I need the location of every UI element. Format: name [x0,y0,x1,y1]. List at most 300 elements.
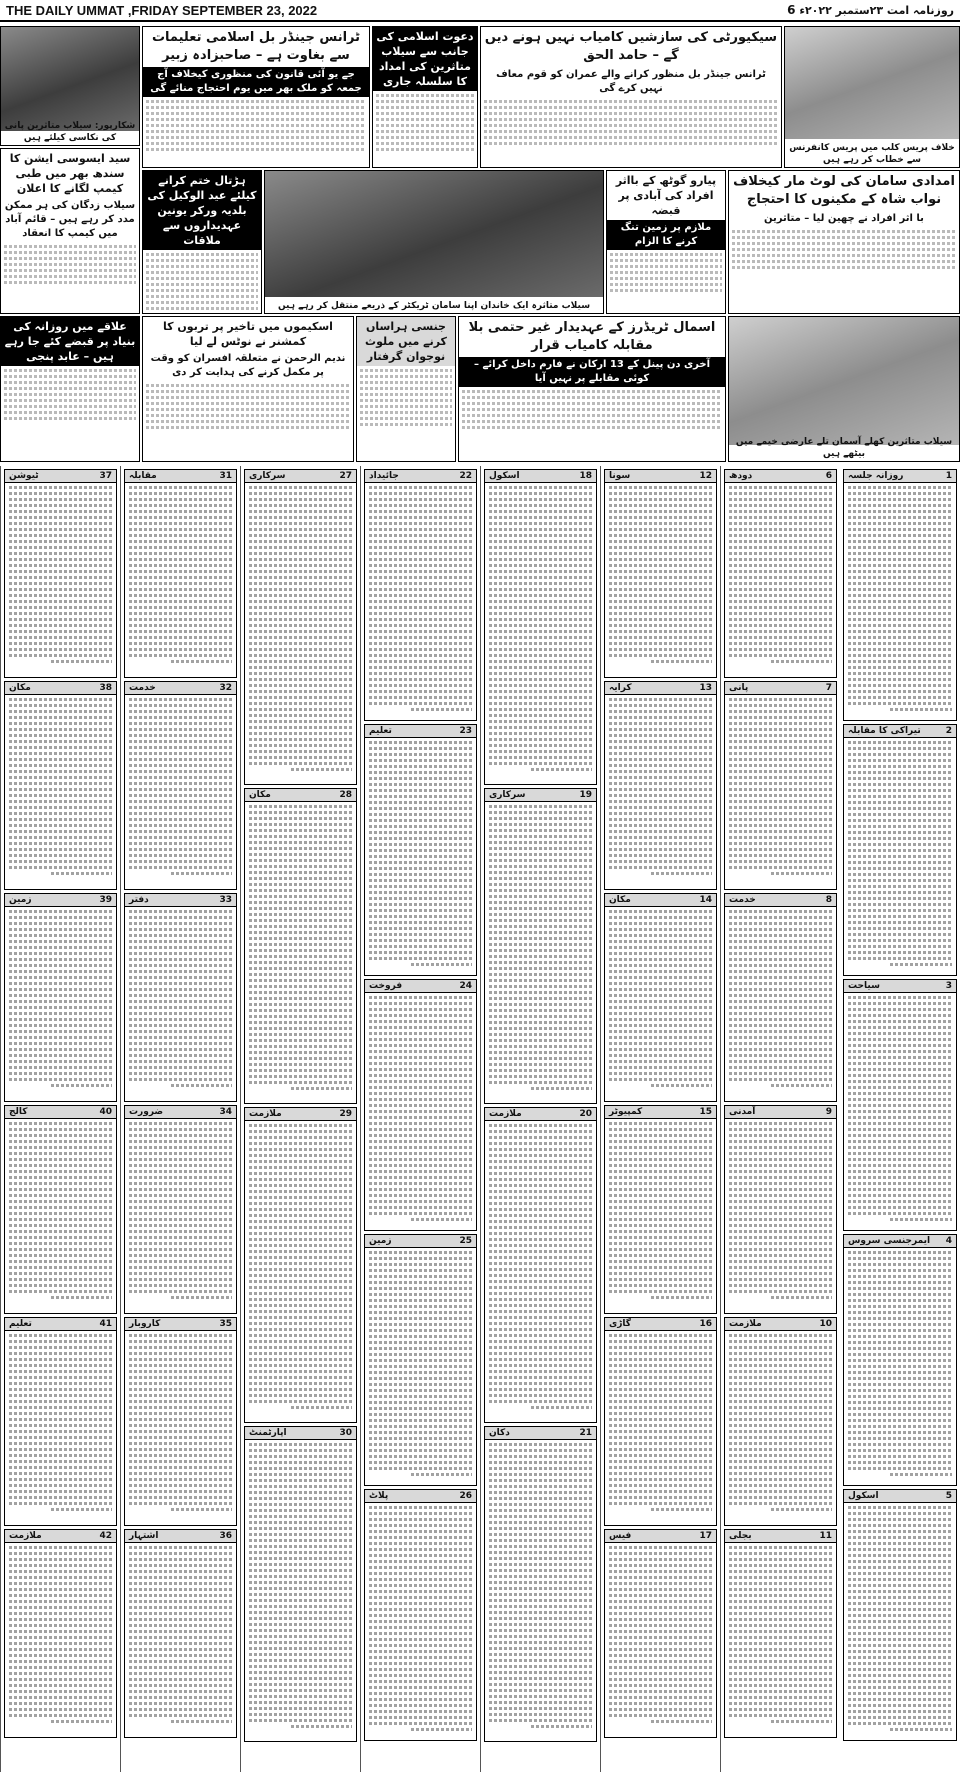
classified-ad-text-line [609,1588,712,1591]
classified-ad-text-line [848,825,952,828]
classified-ad-text-line [489,889,592,892]
classified-ad-text-line [489,1015,592,1018]
classified-ad-header [125,1106,236,1119]
classified-ad-text-line [171,1508,232,1511]
classified-ad [364,1489,477,1741]
classified-ad-text-line [369,594,472,597]
story-subhead: آخری دن پینل کے 13 ارکان نے فارم داخل کرائے – کوئی مقابلے پر نہیں آیا [459,357,725,387]
classified-ad-text-line [249,1148,352,1151]
classified-ad-text-line [129,922,232,925]
classified-ad-text-line [291,768,352,771]
classified-ad-text-line [249,1503,352,1506]
classified-ad-text-line [609,910,712,913]
classified-ad-text-line [609,648,712,651]
classified-ad-label: اسکول [848,1491,879,1501]
classified-ad-text-line [249,546,352,549]
classified-ad-text-line [129,800,232,803]
classified-ad-text-line [129,1152,232,1155]
story-subhead: سیلاب زدگان کی ہر ممکن مدد کر رہے ہیں – قائم آباد میں کیمپ کا انعقاد [4,200,136,239]
classified-ad-text-line [9,1376,112,1379]
classified-ad-text-line [249,642,352,645]
classified-ad-text-line [489,1021,592,1024]
classified-ad-text-line [609,612,712,615]
classified-ad-text-line [249,1202,352,1205]
classified-ad-label: گاڑی [609,1319,632,1329]
classified-ad-text-line [489,762,592,765]
classified-ad-text-line [489,624,592,627]
classified-ad-text-line [609,1576,712,1579]
classified-ad-text-line [249,660,352,663]
classified-ad-text-line [489,744,592,747]
classified-column [720,466,840,1772]
classified-ad-text-line [609,1212,712,1215]
classified-ad-text-line [369,1662,472,1665]
classified-ad-text-line [9,764,112,767]
classified-ad-text-line [369,1056,472,1059]
classified-ad-text-line [848,648,952,651]
classified-ad-label: سونا [609,471,631,481]
classified-ad-text-line [249,1707,352,1710]
classified-ad-text-line [729,1000,832,1003]
classified-ad-text-line [489,1322,592,1325]
classified-ad-text-line [249,1328,352,1331]
classified-ad-text-line [609,1666,712,1669]
classified-ad-text-line [249,1045,352,1048]
classified-ad [843,1234,957,1486]
classified-ad-text-line [249,1015,352,1018]
classified-ad-text-line [729,1036,832,1039]
classified-ad-text-line [369,1548,472,1551]
classified-ad-text-line [369,1692,472,1695]
classified-ad-text-line [9,1552,112,1555]
classified-ad-text-line [369,1212,472,1215]
classified-ad [124,1529,237,1738]
classified-ad-text-line [609,1382,712,1385]
classified-ad-text-line [249,504,352,507]
classified-ad-text-line [729,1564,832,1567]
classified-ad-text-line [369,1257,472,1260]
classified-ad-text-line [489,750,592,753]
classified-ad-text-line [9,1654,112,1657]
classified-ad-text-line [369,909,472,912]
classified-ad-text-line [9,788,112,791]
classified-ad-text-line [489,865,592,868]
classified-ad-text-line [489,504,592,507]
classified-ad-text-line [129,1290,232,1293]
classified-ad-text-line [369,1602,472,1605]
classified-ad-text-line [369,897,472,900]
classified-ad-text-line [848,1110,952,1113]
classified-ad-text-line [489,1178,592,1181]
classified-ad-text-line [9,1152,112,1155]
classified-ad-text-line [171,1296,232,1299]
classified-ad-text-line [9,1188,112,1191]
classified-ad-text-line [489,1226,592,1229]
classified-ad-text-line [609,1546,712,1549]
classified-ad-text-line [848,1176,952,1179]
classified-ad-text-line [848,801,952,804]
classified-ad-text-line [249,835,352,838]
classified-ad-text-line [489,871,592,874]
classified-ad-text-line [609,1072,712,1075]
classified-ad-text-line [729,800,832,803]
classified-ad-text-line [369,486,472,489]
classified-ad-text-line [249,600,352,603]
classified-ad-text-line [249,1467,352,1470]
classified-ad-text-line [249,558,352,561]
classified-ad-text-line [489,1581,592,1584]
classified-ad-text-line [369,1377,472,1380]
classified-ad-text-line [249,1244,352,1247]
classified-ad-text-line [129,558,232,561]
classified-ad-text-line [249,1340,352,1343]
classified-ad-text-line [249,1587,352,1590]
classified-ad-text-line [249,666,352,669]
classified-ad-text-line [9,1194,112,1197]
classified-ad-text-line [489,1557,592,1560]
classified-ad-text-line [249,931,352,934]
classified-ad-text-line [489,925,592,928]
classified-ad-text-line [249,913,352,916]
classified-ad-text-line [129,492,232,495]
classified-ad-header [5,1106,116,1119]
classified-ad-text-line [9,946,112,949]
classified-ad-text-line [9,1066,112,1069]
classified-ad-text-line [129,1388,232,1391]
classified-ad-text-line [489,594,592,597]
page-number: 6 [787,3,796,17]
classified-ad-text-line [369,747,472,750]
classified-ad-text-line [129,1134,232,1137]
classified-ad-text-line [729,704,832,707]
protest-photo [1,27,140,131]
classified-ad-text-line [129,1454,232,1457]
classified-ad-text-line [369,546,472,549]
classified-ad-text-line [489,979,592,982]
classified-ad-text-line [848,576,952,579]
classified-ad-header [125,894,236,907]
classified-ad-text-line [129,648,232,651]
classified-ad-text-line [369,1335,472,1338]
classified-ad-text-line [489,1202,592,1205]
classified-ad-text-line [848,837,952,840]
classified-ad-text-line [129,1200,232,1203]
classified-ad-text-line [729,734,832,737]
classified-ad-text-line [369,1710,472,1713]
classified-ad-text-line [369,1680,472,1683]
classified-ad-text-line [848,1518,952,1521]
classified-ad-text-line [729,1466,832,1469]
classified-ad-text-line [729,1030,832,1033]
classified-ad-text-line [249,1611,352,1614]
classified-ad-text-line [848,1044,952,1047]
classified-ad-label: زمین [369,1236,392,1246]
classified-ad-text-line [9,570,112,573]
classified-ad-text-line [9,1582,112,1585]
classified-ad-text-line [249,1322,352,1325]
classified-ad-text-line [729,1678,832,1681]
classified-ad-text-line [369,819,472,822]
classified-ad-text-line [369,666,472,669]
classified-ad-text-line [129,606,232,609]
classified-ad-text-line [249,973,352,976]
classified-ad-text-line [369,510,472,513]
classified-ad-text-line [609,716,712,719]
classified-ad-text-line [729,1242,832,1245]
classified-ad-text-line [848,1656,952,1659]
classified-ad-text-line [249,1021,352,1024]
classified-ad-text-line [531,1725,592,1728]
classified-ad [604,1105,717,1314]
classified-ad-text-line [729,1042,832,1045]
classified-ad-text-line [489,1533,592,1536]
classified-ad-text-line [249,624,352,627]
classified-ad-text-line [848,1212,952,1215]
classified-ad-text-line [609,1570,712,1573]
classified-ad-text-line [369,951,472,954]
classified-ad-text-line [129,1696,232,1699]
classified-ad-number: 10 [819,1319,832,1329]
classified-ad-label: کالج [9,1107,28,1117]
classified-ad-text-line [848,1353,952,1356]
classified-ad-label: تیراکی کا مقابلہ [848,726,921,736]
classified-ad-text-line [489,1629,592,1632]
classified-ad-text-line [609,1612,712,1615]
classified-ad [244,1107,357,1423]
classified-ad-text-line [609,1024,712,1027]
classified-ad-text-line [848,1578,952,1581]
classified-ad-text-line [411,963,472,966]
classified-ad-text-line [848,1056,952,1059]
classified-ad-text-line [369,957,472,960]
classified-ad-text-line [489,1400,592,1403]
classified-ad-text-line [848,1104,952,1107]
classified-ad-text-line [848,564,952,567]
classified-ad-text-line [129,1558,232,1561]
classified-ad-text-line [848,660,952,663]
classified-ad-text-line [249,1545,352,1548]
classified-ad-header [725,1530,836,1543]
classified-ad-text-line [489,1196,592,1199]
classified-ad-text-line [489,961,592,964]
story-body [1,245,139,284]
classified-ad-text-line [848,1194,952,1197]
classified-ad-text-line [369,1074,472,1077]
classified-ad-header [725,894,836,907]
classified-ad-text-line [609,1290,712,1293]
classified-ad-text-line [369,564,472,567]
classified-column [120,466,240,1772]
classified-ad-text-line [249,672,352,675]
classified-ad-text-line [848,1206,952,1209]
classified-ad-text-line [129,1430,232,1433]
tent-photo-caption: سیلاب متاثرین کھلے آسمان تلے عارضی خیمے میں بیٹھے ہیں [735,437,953,459]
classified-ad [604,469,717,678]
classified-ad-text-line [9,1370,112,1373]
classified-ad-text-line [249,1298,352,1301]
classified-ad-text-line [369,777,472,780]
classified-ad-text-line [848,1122,952,1125]
classified-ad-text-line [489,492,592,495]
classified-ad-text-line [729,546,832,549]
classified-ad-text-line [609,1412,712,1415]
classified-ad-text-line [489,1461,592,1464]
classified-ad-text-line [848,492,952,495]
classified-ad-text-line [369,1086,472,1089]
classified-ad-text-line [369,759,472,762]
story-headline: امدادی سامان کی لوٹ مار کیخلاف نواب شاہ کے مکینوں کا احتجاج [733,174,955,207]
classified-ad-text-line [848,1542,952,1545]
classified-ad-text-line [848,1395,952,1398]
classified-ad-text-line [9,1382,112,1385]
classified-ad-text-line [729,1194,832,1197]
classified-ad-text-line [249,1376,352,1379]
classified-ad-text-line [489,1569,592,1572]
classified-ad-text-line [609,630,712,633]
classified-ad-text-line [369,606,472,609]
classified-ad-text-line [848,552,952,555]
classified-ad-text-line [249,1533,352,1536]
classified-ad-text-line [729,794,832,797]
classified-ad [244,788,357,1104]
classified-ad-text-line [129,1678,232,1681]
classified-ad-text-line [489,1713,592,1716]
classified-ad-text-line [609,1042,712,1045]
classified-ad-text-line [9,1018,112,1021]
classified-ad-text-line [848,1722,952,1725]
classified-ad-text-line [848,1269,952,1272]
classified-ad-text-line [729,824,832,827]
classified-ad-text-line [489,1509,592,1512]
classified-ad-text-line [489,955,592,958]
classified-ad-text-line [9,698,112,701]
classified-ad-text-line [129,1394,232,1397]
classified-ad-text-line [609,1708,712,1711]
classified-ad-text-line [848,933,952,936]
classified-ad-text-line [249,1521,352,1524]
classified-ad-text-line [489,1057,592,1060]
classified-ad-text-line [489,1473,592,1476]
classified-ad-text-line [848,600,952,603]
classified-ad-text-line [848,885,952,888]
classified-ad-header [245,1108,356,1121]
classified-ad [4,681,117,890]
classified-ad-text-line [249,1286,352,1289]
classified-ad-text-line [369,1644,472,1647]
classified-ad-text-line [531,1406,592,1409]
story-headline: سیکیورٹی کی سازشیں کامیاب نہیں ہونے دیں گے – حامد الحق [484,30,778,63]
classified-ad-text-line [249,979,352,982]
classified-ad-text-line [9,836,112,839]
classified-ad-text-line [848,1164,952,1167]
classified-ad-text-line [489,666,592,669]
classified-ad-text-line [249,925,352,928]
classified-ad-text-line [369,1596,472,1599]
classified-ad-label: سیاحت [848,981,880,991]
classified-ad-text-line [489,847,592,850]
classified-ad-text-line [729,1406,832,1409]
classified-ad-text-line [369,933,472,936]
classified-ad-text-line [729,860,832,863]
classified-ad-text-line [9,588,112,591]
classified-ad-text-line [848,1461,952,1464]
classified-ad-text-line [249,1665,352,1668]
classified-ad-text-line [129,830,232,833]
classified-ad-text-line [129,1466,232,1469]
classified-ad-text-line [411,1728,472,1731]
classified-ad-text-line [129,1600,232,1603]
classified-ad-text-line [489,1653,592,1656]
classified-ad-text-line [129,1054,232,1057]
classified-ad-text-line [9,1636,112,1639]
classified-ad-text-line [489,1449,592,1452]
classified-ad-text-line [609,1370,712,1373]
classified-ad-text-line [129,1000,232,1003]
classified-ad-text-line [249,1509,352,1512]
classified-ad-number: 27 [339,471,352,481]
classified-ad-text-line [489,720,592,723]
classified-ad-text-line [249,1190,352,1193]
story-dawat [372,26,478,168]
classified-ad-text-line [129,836,232,839]
classified-ad-text-line [848,1536,952,1539]
classified-ad-text-line [9,1346,112,1349]
story-subhead: جے یو آئی قانون کی منظوری کیخلاف آج جمعہ کو ملک بھر میں یوم احتجاج منائے گی [143,67,369,97]
classified-ad-text-line [129,1484,232,1487]
classified-ad-text-line [848,1572,952,1575]
classified-ad-text-line [609,1558,712,1561]
classified-ad-label: بجلی [729,1531,752,1541]
classified-ad-text-line [729,1060,832,1063]
classified-ad-text-line [489,636,592,639]
classified-ad-text-line [369,783,472,786]
classified-ad-text-line [249,1539,352,1542]
classified-ad-text-line [369,1182,472,1185]
classified-ad-text-line [129,1412,232,1415]
classified-ad-text-line [609,842,712,845]
classified-ad-text-line [848,1347,952,1350]
classified-ad-text-line [489,498,592,501]
classified-ad-text-line [489,1617,592,1620]
classified-ad-text-line [249,1557,352,1560]
classified-ad [4,469,117,678]
classified-ad-text-line [9,1696,112,1699]
classified-ad-text-line [489,1587,592,1590]
classified-ad [843,979,957,1231]
classified-ad-text-line [9,1260,112,1263]
classified-ad-text-line [9,1576,112,1579]
classified-ad-text-line [369,1317,472,1320]
classified-ad-text-line [729,952,832,955]
classified-ad-text-line [729,812,832,815]
classified-ad [484,788,597,1104]
classified-ad-text-line [249,1136,352,1139]
classified-ad-text-line [9,486,112,489]
classified-ad-text-line [848,1014,952,1017]
classified-ad-text-line [129,546,232,549]
classified-ad-text-line [9,854,112,857]
classified-ad-text-line [9,952,112,955]
classified-ad-text-line [848,939,952,942]
classified-ad-text-line [129,636,232,639]
classified-ad-text-line [848,1704,952,1707]
classified-ad-text-line [848,1299,952,1302]
classified-ad-text-line [729,1048,832,1051]
classified-ad-text-line [129,940,232,943]
classified-ad-text-line [9,988,112,991]
classified-ad-text-line [729,1376,832,1379]
classified-ad-text-line [249,1256,352,1259]
